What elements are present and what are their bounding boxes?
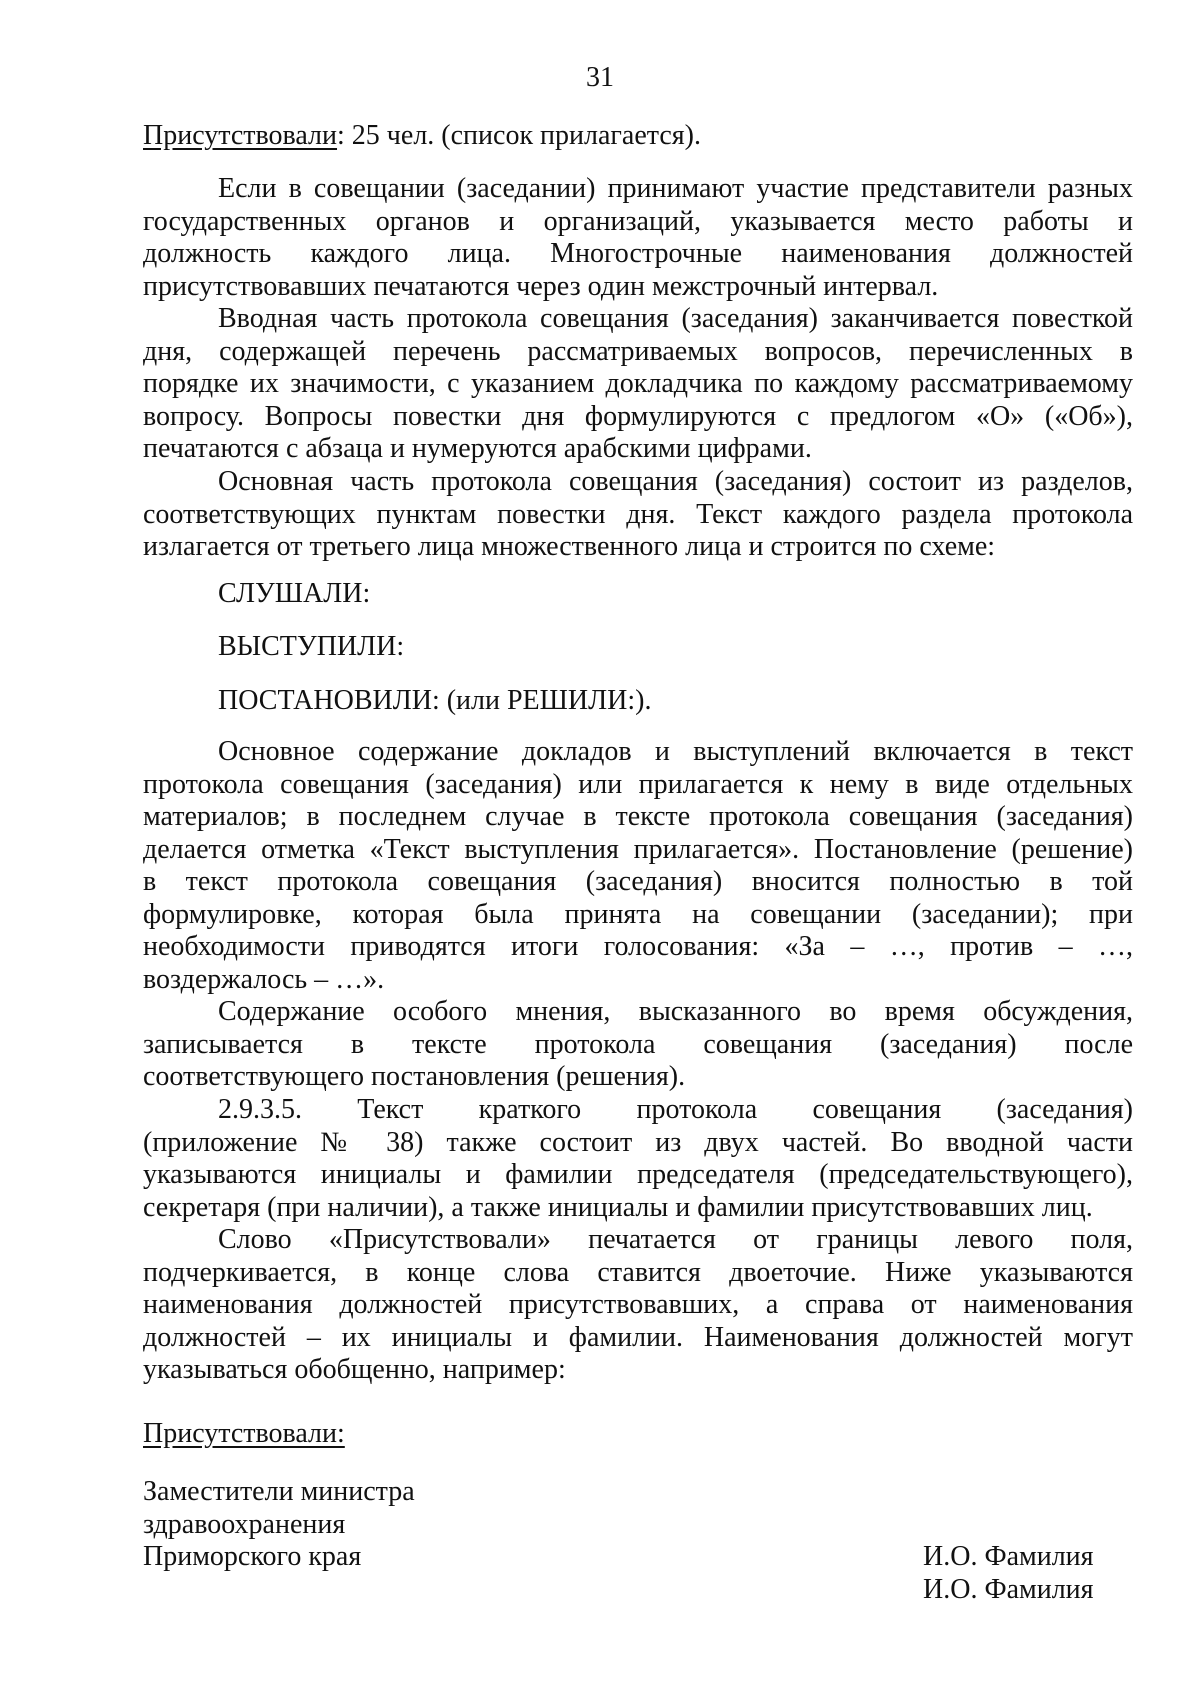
paragraph-dissent [143, 996, 1133, 1094]
present-label: Присутствовали [143, 120, 338, 151]
scheme-heading-spoke: ВЫСТУПИЛИ: [218, 631, 405, 662]
attendee-row [143, 1476, 1133, 1509]
present-count-text: : 25 чел. (список прилагается). [337, 120, 701, 151]
example-present-label: Присутствовали: [143, 1418, 345, 1449]
page-number: 31 [586, 62, 614, 93]
paragraph-line: секретаря (при наличии), а также инициалы и фамилии присутствовавших лиц. [143, 1191, 1093, 1223]
attendee-row [143, 1574, 1133, 1607]
paragraph-line: государственных органов и организаций, указывается место работы и [143, 205, 1133, 237]
paragraph-main-part [143, 466, 1133, 564]
paragraph-line: вопросу. Вопросы повестки дня формулируются с предлогом «О» («Об»), [143, 400, 1133, 432]
paragraph-line: излагается от третьего лица множественного лица и строится по схеме: [143, 531, 996, 562]
paragraph-line: материалов; в последнем случае в тексте протокола совещания (заседания) [143, 801, 1133, 832]
paragraph-line: должность каждого лица. Многострочные наименования должностей [143, 238, 1133, 269]
scheme-heading-resolved: ПОСТАНОВИЛИ: (или РЕШИЛИ:). [218, 685, 652, 716]
paragraph-line: протокола совещания (заседания) или прилагается к нему в виде отдельных [143, 768, 1133, 800]
paragraph-line: 2.9.3.5. Текст краткого протокола совещания (заседания) [218, 1094, 1133, 1125]
paragraph-line: наименования должностей присутствовавших, а справа от наименования [143, 1289, 1133, 1320]
paragraph-line: указываться обобщенно, например: [143, 1354, 566, 1385]
paragraph-line: Содержание особого мнения, высказанного во время обсуждения, [218, 996, 1133, 1027]
paragraph-line: Основное содержание докладов и выступлений включается в текст [218, 736, 1133, 767]
paragraph-agenda [143, 303, 1133, 466]
attendee-name: И.О. Фамилия [923, 1573, 1094, 1605]
position-line: Приморского края [143, 1541, 362, 1572]
paragraph-present-word [143, 1224, 1133, 1387]
paragraph-line: порядке их значимости, с указанием докладчика по каждому рассматриваемому [143, 368, 1133, 399]
paragraph-line: печатаются с абзаца и нумеруются арабскими цифрами. [143, 433, 812, 464]
attendee-row [143, 1541, 1133, 1574]
paragraph-line: Слово «Присутствовали» печатается от границы левого поля, [218, 1224, 1133, 1255]
paragraph-line: формулировке, которая была принята на совещании (заседании); при [143, 898, 1133, 930]
paragraph-line: указываются инициалы и фамилии председателя (председательствующего), [143, 1159, 1133, 1190]
paragraph-line: должностей – их инициалы и фамилии. Наименования должностей могут [143, 1321, 1133, 1353]
scheme-heading-listened: СЛУШАЛИ: [218, 578, 371, 609]
paragraph-line: присутствовавших печатаются через один межстрочный интервал. [143, 270, 939, 302]
position-line: Заместители министра [143, 1476, 415, 1507]
present-summary [143, 120, 1133, 153]
paragraph-line: делается отметка «Текст выступления прилагается». Постановление (решение) [143, 833, 1133, 865]
paragraph-line: необходимости приводятся итоги голосования: «За – …, против – …, [143, 931, 1133, 962]
paragraph-line: подчеркивается, в конце слова ставится двоеточие. Ниже указываются [143, 1256, 1133, 1288]
attendee-name: И.О. Фамилия [923, 1541, 1094, 1572]
paragraph-line: дня, содержащей перечень рассматриваемых вопросов, перечисленных в [143, 335, 1133, 367]
paragraph-line: Вводная часть протокола совещания (заседания) заканчивается повесткой [218, 303, 1133, 334]
paragraph-line: соответствующего постановления (решения). [143, 1061, 686, 1092]
paragraph-line: соответствующих пунктам повестки дня. Текст каждого раздела протокола [143, 498, 1133, 530]
paragraph-line: Основная часть протокола совещания (заседания) состоит из разделов, [218, 466, 1133, 497]
paragraph-line: Если в совещании (заседании) принимают участие представители разных [218, 173, 1133, 204]
paragraph-line: в текст протокола совещания (заседания) вносится полностью в той [143, 866, 1133, 897]
attendee-row [143, 1509, 1133, 1542]
paragraph-content [143, 736, 1133, 996]
paragraph-line: (приложение № 38) также состоит из двух частей. Во вводной части [143, 1126, 1133, 1158]
paragraph-line: воздержалось – …». [143, 963, 385, 995]
position-line: здравоохранения [143, 1508, 346, 1540]
example-attendees [143, 1476, 1133, 1606]
paragraph-short-protocol [143, 1094, 1133, 1224]
paragraph-participants [143, 173, 1133, 303]
paragraph-line: записывается в тексте протокола совещания (заседания) после [143, 1028, 1133, 1060]
